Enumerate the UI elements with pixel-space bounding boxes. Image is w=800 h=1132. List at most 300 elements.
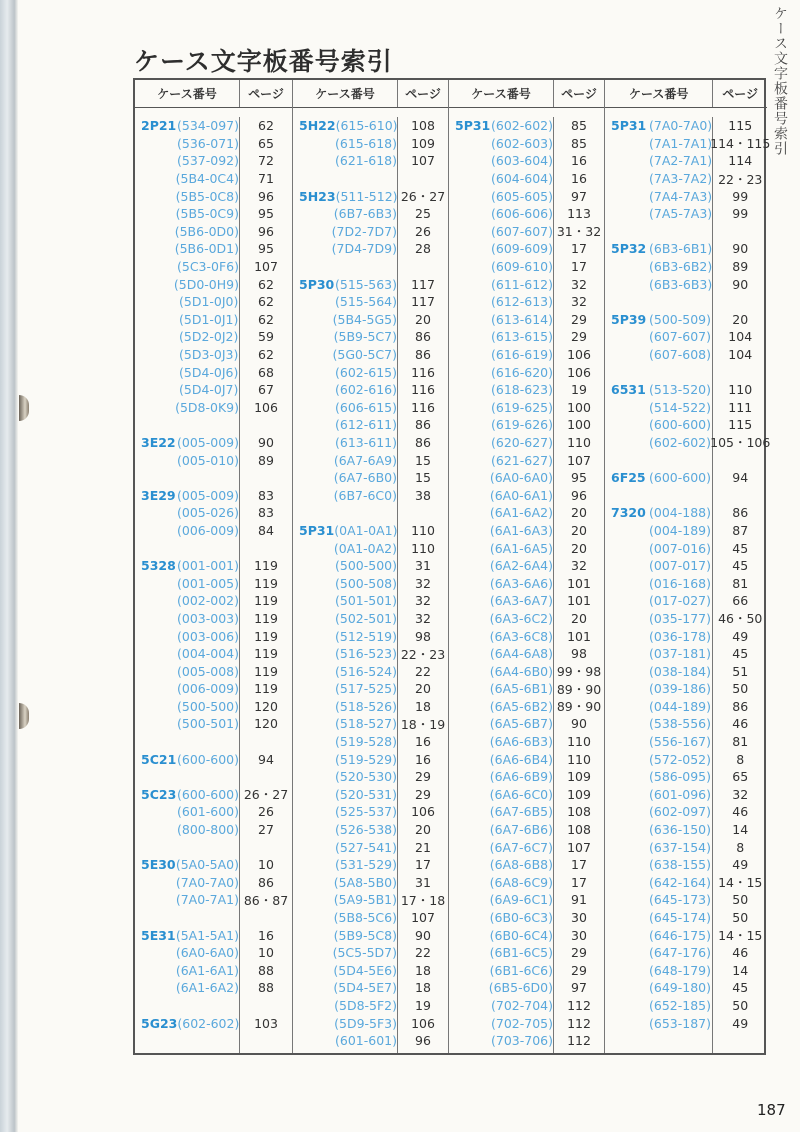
- dial-code: (637-154): [649, 839, 711, 855]
- dial-code: (514-522): [649, 399, 711, 415]
- dial-code: (607-607): [491, 223, 553, 239]
- dial-code: (006-009): [177, 681, 239, 697]
- table-row: [135, 821, 239, 839]
- table-row: [449, 539, 553, 557]
- table-row: [135, 275, 239, 293]
- table-row: [293, 926, 397, 944]
- dial-code: (7A1-7A1): [649, 135, 713, 151]
- table-row: [135, 698, 239, 716]
- table-row: [135, 328, 239, 346]
- table-row: [449, 909, 553, 927]
- page-cell: 17: [571, 857, 587, 873]
- table-row: [605, 346, 712, 364]
- table-row: [135, 856, 239, 874]
- dial-code: (6B0-6C4): [489, 927, 553, 943]
- dial-code: (6A3-6A7): [489, 593, 553, 609]
- model-number: 5G23: [141, 1015, 178, 1031]
- page-cell: 86: [415, 347, 431, 363]
- page-cell: 103: [254, 1015, 278, 1031]
- table-row: [449, 944, 553, 962]
- page-cell: 66: [732, 593, 749, 609]
- page-cell: 119: [254, 593, 278, 609]
- dial-code: (5C3-0F6): [177, 259, 239, 275]
- page-cell: 22・23: [718, 171, 763, 187]
- table-row: [605, 610, 712, 628]
- table-row: [449, 381, 553, 399]
- page-cell: 29: [415, 786, 431, 802]
- table-row: [135, 152, 239, 170]
- page-cell: 101: [567, 628, 591, 644]
- table-row: [449, 557, 553, 575]
- table-row: [605, 574, 712, 592]
- table-row: [449, 997, 553, 1015]
- page-cell: 32: [415, 610, 431, 626]
- page-cell: 90: [258, 434, 274, 450]
- table-row: [293, 1014, 397, 1032]
- dial-code: (7D2-7D7): [331, 223, 397, 239]
- page-cell: 86: [415, 417, 431, 433]
- table-row: [293, 328, 397, 346]
- dial-code: (6A5-6B1): [489, 681, 553, 697]
- table-row: [605, 698, 712, 716]
- page-cell: 26: [258, 804, 274, 820]
- table-row: [605, 399, 712, 417]
- binder-ring-icon: [19, 395, 29, 421]
- dial-code: (6B5-6D0): [488, 980, 553, 996]
- table-row: [605, 504, 712, 522]
- model-number: 2P21: [141, 118, 177, 134]
- table-row: [449, 363, 553, 381]
- table-row: [605, 821, 712, 839]
- page-cell: 32: [415, 575, 431, 591]
- table-row: [605, 926, 712, 944]
- table-row: [293, 909, 397, 927]
- page-cell: 119: [254, 575, 278, 591]
- dial-code: (572-052): [649, 751, 711, 767]
- table-row: [135, 574, 239, 592]
- page-cell: 31・32: [556, 224, 602, 240]
- page-cell: 101: [567, 593, 591, 609]
- dial-code: (004-004): [177, 646, 239, 662]
- table-row: [293, 803, 397, 821]
- table-row: [449, 205, 553, 223]
- page-cell: 65: [258, 135, 274, 151]
- page-cell: [240, 909, 292, 927]
- dial-code: (646-175): [649, 927, 711, 943]
- table-row: [293, 434, 397, 452]
- page-cell: 16: [258, 927, 274, 943]
- dial-code: (037-181): [649, 646, 711, 662]
- dial-code: (6A7-6C7): [489, 839, 553, 855]
- dial-code: (537-092): [177, 153, 239, 169]
- page-cell: 114: [728, 153, 753, 169]
- dial-code: (7A4-7A3): [649, 188, 713, 204]
- page-cell: [713, 223, 767, 241]
- header-page: ページ: [248, 87, 284, 101]
- table-row: [605, 258, 712, 276]
- page-cell: 21: [415, 839, 431, 855]
- header-case-number: ケース番号: [605, 80, 713, 107]
- table-row: [293, 381, 397, 399]
- page-cell: 86: [415, 434, 431, 450]
- page-cell: 89・90: [556, 699, 602, 715]
- table-row: [449, 803, 553, 821]
- table-row: [449, 821, 553, 839]
- table-row: [293, 504, 397, 522]
- page-cell: 49: [732, 857, 749, 873]
- dial-code: (016-168): [649, 575, 711, 591]
- table-row: [449, 1014, 553, 1032]
- table-row: [605, 205, 712, 223]
- dial-code: (7A0-7A0): [175, 874, 239, 890]
- table-row: [135, 874, 239, 892]
- dial-code: (519-528): [335, 734, 397, 750]
- dial-code: (501-501): [335, 593, 397, 609]
- table-row: [605, 557, 712, 575]
- page-cell: [240, 997, 292, 1015]
- page-cell: [240, 733, 292, 751]
- table-row: [293, 821, 397, 839]
- dial-code: (613-614): [491, 311, 553, 327]
- page-cell: 110: [411, 540, 435, 556]
- table-row: [293, 962, 397, 980]
- table-row: [449, 610, 553, 628]
- table-row: [135, 240, 239, 258]
- table-row: [605, 363, 712, 381]
- page-cell: 83: [258, 505, 274, 521]
- table-row: [293, 750, 397, 768]
- page-cell: 107: [411, 910, 435, 926]
- page-cell: 25: [415, 206, 431, 222]
- dial-code: (5D1-0J1): [179, 311, 239, 327]
- page-cell: 68: [258, 364, 274, 380]
- dial-code: (615-618): [335, 135, 397, 151]
- dial-code: (0A1-0A2): [333, 540, 397, 556]
- page-cell: 16: [415, 734, 431, 750]
- dial-code: (5D8-0K9): [175, 399, 239, 415]
- page-cell: 62: [258, 294, 274, 310]
- page-cell: 20: [732, 311, 749, 327]
- table-row: [449, 645, 553, 663]
- page-cell: 85: [571, 118, 587, 134]
- model-number: 5P39: [611, 311, 647, 327]
- dial-code: (653-187): [649, 1015, 711, 1031]
- page-cell: 45: [732, 980, 749, 996]
- page-cell: 87: [732, 522, 749, 538]
- table-row: [135, 610, 239, 628]
- page-cell: 108: [411, 118, 435, 134]
- page-cell: 50: [732, 997, 749, 1013]
- page-cell: 50: [732, 910, 749, 926]
- table-row: [449, 240, 553, 258]
- table-row: [605, 416, 712, 434]
- model-number: 5P31: [455, 118, 491, 134]
- dial-code: (607-607): [649, 329, 711, 345]
- page-cell: 29: [415, 769, 431, 785]
- page-cell: 119: [254, 628, 278, 644]
- table-row: [605, 275, 712, 293]
- dial-code: (500-501): [177, 716, 239, 732]
- table-row: [605, 909, 712, 927]
- dial-code: (6A3-6C2): [489, 610, 553, 626]
- dial-code: (616-620): [491, 364, 553, 380]
- table-row: [605, 997, 712, 1015]
- page-cell: 18: [415, 698, 431, 714]
- page-cell: 88: [258, 980, 274, 996]
- page-cell: 14・15: [718, 928, 763, 944]
- dial-code: (5D9-5F3): [334, 1015, 397, 1031]
- page-cell: 31: [415, 874, 431, 890]
- table-row: [449, 346, 553, 364]
- dial-code: (7A5-7A3): [649, 206, 713, 222]
- dial-code: (5B4-0C4): [175, 171, 239, 187]
- page-cell: 17: [571, 874, 587, 890]
- table-row: [449, 574, 553, 592]
- page-cell: 108: [567, 804, 591, 820]
- model-number: 3E22: [141, 434, 176, 450]
- dial-code: (601-601): [335, 1033, 397, 1049]
- dial-code: (619-625): [491, 399, 553, 415]
- table-row: [605, 856, 712, 874]
- page-cell: 106: [411, 804, 435, 820]
- page-cell: 84: [258, 522, 274, 538]
- table-row: [605, 486, 712, 504]
- dial-code: (004-188): [649, 505, 711, 521]
- dial-code: (800-800): [177, 822, 239, 838]
- column-header: [135, 80, 292, 108]
- dial-code: (5B5-0C8): [175, 188, 239, 204]
- table-row: [293, 170, 397, 188]
- page-cell: 96: [571, 487, 587, 503]
- dial-code: (602-602): [649, 434, 711, 450]
- side-tab-title: ケース文字板番号索引: [772, 6, 788, 156]
- dial-code: (0A1-0A1): [334, 522, 398, 538]
- dial-code: (525-537): [335, 804, 397, 820]
- page-cell: 17・18: [400, 892, 446, 908]
- page-cell: 18: [415, 962, 431, 978]
- dial-code: (6B7-6C0): [333, 487, 397, 503]
- page-cell: [398, 504, 448, 522]
- dial-code: (6B1-6C5): [489, 945, 553, 961]
- dial-code: (6A1-6A1): [175, 962, 239, 978]
- page-cell: 27: [258, 822, 274, 838]
- dial-code: (502-501): [335, 610, 397, 626]
- table-row: [293, 363, 397, 381]
- page-cell: 19: [415, 997, 431, 1013]
- dial-code: (6A7-6B0): [333, 470, 397, 486]
- page-cell: 95: [571, 470, 587, 486]
- table-row: [605, 838, 712, 856]
- table-row: [293, 557, 397, 575]
- page-cell: 90: [415, 927, 431, 943]
- table-row: [293, 135, 397, 153]
- dial-code: (5D4-0J7): [179, 382, 239, 398]
- page-cell: 15: [415, 470, 431, 486]
- dial-code: (6A3-6C8): [489, 628, 553, 644]
- page-title: ケース文字板番号索引: [134, 47, 393, 76]
- page-cell: 62: [258, 276, 274, 292]
- table-row: [293, 856, 397, 874]
- dial-code: (603-604): [491, 153, 553, 169]
- model-number: 5E31: [141, 927, 176, 943]
- column-group: [293, 80, 449, 1053]
- header-page: ページ: [405, 87, 441, 101]
- page-cell: 65: [732, 769, 749, 785]
- page-cell: 115: [728, 417, 753, 433]
- page-cell: 119: [254, 610, 278, 626]
- table-row: [449, 504, 553, 522]
- dial-code: (6A1-6A2): [489, 505, 553, 521]
- dial-code: (5B4-5G5): [332, 311, 397, 327]
- table-row: [135, 803, 239, 821]
- dial-code: (7A3-7A2): [649, 171, 713, 187]
- table-row: [135, 997, 239, 1015]
- table-row: [449, 522, 553, 540]
- dial-code: (534-097): [177, 118, 239, 134]
- page-cell: 29: [571, 329, 587, 345]
- dial-code: (600-600): [649, 417, 711, 433]
- table-row: [293, 205, 397, 223]
- page-cell: 86: [732, 698, 749, 714]
- table-row: [293, 152, 397, 170]
- dial-code: (6B3-6B3): [649, 276, 713, 292]
- dial-code: (006-009): [177, 522, 239, 538]
- model-number: 6531: [611, 382, 646, 398]
- dial-code: (6A6-6B9): [489, 769, 553, 785]
- page-cell: 46・50: [718, 611, 763, 627]
- dial-code: (609-610): [491, 259, 553, 275]
- table-row: [135, 944, 239, 962]
- table-row: [135, 504, 239, 522]
- dial-code: (5A8-5B0): [333, 874, 397, 890]
- table-row: [449, 293, 553, 311]
- table-row: [135, 733, 239, 751]
- dial-code: (005-008): [177, 663, 239, 679]
- dial-code: (6B3-6B2): [649, 259, 713, 275]
- binder-ring-icon: [19, 703, 29, 729]
- page-cell: 100: [567, 417, 591, 433]
- dial-code: (7A0-7A1): [175, 892, 239, 908]
- dial-code: (035-177): [649, 610, 711, 626]
- dial-code: (602-602): [177, 1015, 240, 1031]
- dial-code: (515-564): [335, 294, 397, 310]
- dial-code: (647-176): [649, 945, 711, 961]
- table-row: [293, 662, 397, 680]
- dial-code: (702-705): [491, 1015, 553, 1031]
- page-cell: 110: [567, 751, 591, 767]
- page-cell: 67: [258, 382, 274, 398]
- table-row: [135, 170, 239, 188]
- table-row: [135, 926, 239, 944]
- dial-code: (612-613): [491, 294, 553, 310]
- page-cell: 114・115: [710, 136, 771, 152]
- page-cell: 45: [732, 558, 749, 574]
- page-cell: 17: [571, 241, 587, 257]
- page-cell: 119: [254, 558, 278, 574]
- table-row: [449, 750, 553, 768]
- page-cell: 97: [571, 188, 587, 204]
- page-cell: 109: [411, 135, 435, 151]
- page-cell: 105・106: [710, 435, 771, 451]
- table-row: [293, 346, 397, 364]
- column-header: [449, 80, 604, 108]
- dial-code: (6A3-6A6): [489, 575, 553, 591]
- dial-code: (003-006): [177, 628, 239, 644]
- table-row: [605, 874, 712, 892]
- page-cell: 50: [732, 892, 749, 908]
- table-row: [605, 979, 712, 997]
- table-row: [135, 258, 239, 276]
- model-number: 5E30: [141, 857, 176, 873]
- dial-code: (5B9-5C8): [333, 927, 397, 943]
- table-row: [293, 399, 397, 417]
- page-cell: 22: [415, 663, 431, 679]
- page-cell: 111: [728, 399, 753, 415]
- page-cell: [240, 768, 292, 786]
- dial-code: (519-529): [335, 751, 397, 767]
- dial-code: (607-608): [649, 347, 711, 363]
- dial-code: (6A1-6A2): [175, 980, 239, 996]
- dial-code: (017-027): [649, 593, 711, 609]
- dial-code: (616-619): [491, 347, 553, 363]
- dial-code: (512-519): [335, 628, 397, 644]
- table-row: [605, 962, 712, 980]
- page-cell: 113: [567, 206, 591, 222]
- dial-code: (5B6-0D0): [174, 223, 239, 239]
- page-cell: 18・19: [400, 716, 446, 732]
- page-cell: 20: [415, 681, 431, 697]
- page-cell: 98: [571, 646, 587, 662]
- table-row: [135, 399, 239, 417]
- dial-code: (039-186): [649, 681, 711, 697]
- page-cell: 99: [732, 206, 749, 222]
- dial-code: (5D2-0J2): [179, 329, 239, 345]
- page-cell: 110: [728, 382, 753, 398]
- dial-code: (7A2-7A1): [649, 153, 713, 169]
- dial-code: (615-610): [335, 118, 398, 134]
- dial-code: (044-189): [649, 698, 711, 714]
- dial-code: (5B5-0C9): [175, 206, 239, 222]
- dial-code: (5D0-0H9): [173, 276, 239, 292]
- table-row: [449, 926, 553, 944]
- page-cell: 120: [254, 698, 278, 714]
- dial-code: (602-603): [491, 135, 553, 151]
- page-cell: 26・27: [243, 787, 289, 803]
- page-cell: 30: [571, 910, 587, 926]
- page-cell: [240, 416, 292, 434]
- dial-code: (6A7-6B6): [489, 822, 553, 838]
- page-cell: 28: [415, 241, 431, 257]
- dial-code: (6A1-6A5): [489, 540, 553, 556]
- page-cell: 14: [732, 822, 749, 838]
- table-row: [449, 152, 553, 170]
- page-cell: 112: [567, 1015, 591, 1031]
- page-cell: 81: [732, 734, 749, 750]
- table-row: [449, 187, 553, 205]
- table-row: [449, 135, 553, 153]
- page-cell: 62: [258, 311, 274, 327]
- table-row: [449, 434, 553, 452]
- dial-code: (6A8-6C9): [489, 874, 553, 890]
- model-number: 3E29: [141, 487, 176, 503]
- dial-code: (516-524): [335, 663, 397, 679]
- page-cell: 10: [258, 857, 274, 873]
- table-row: [449, 838, 553, 856]
- table-row: [293, 627, 397, 645]
- table-row: [605, 750, 712, 768]
- dial-code: (517-525): [335, 681, 397, 697]
- table-row: [449, 627, 553, 645]
